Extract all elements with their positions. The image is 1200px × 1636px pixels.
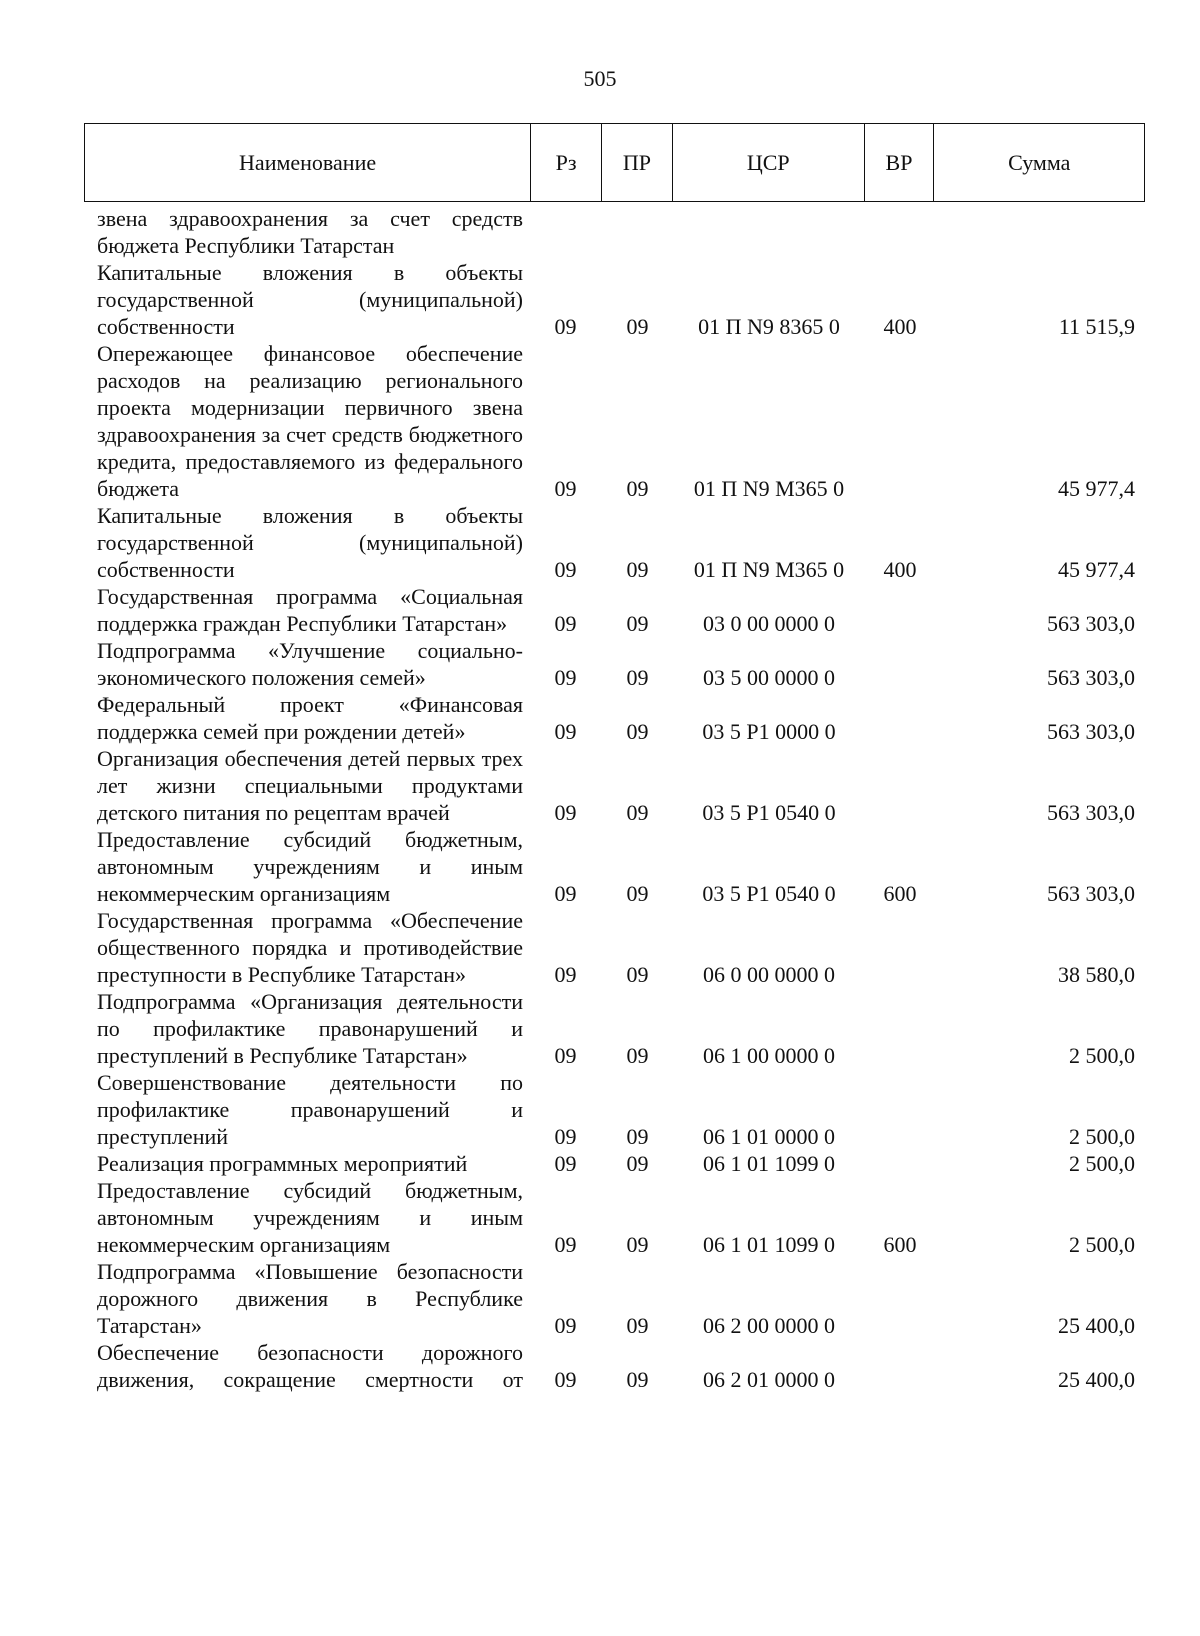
row-sum: 25 400,0 (1058, 1367, 1135, 1392)
row-name: Опережающее финансовое обеспечение расходов на реализацию регионального проекта модернизации первичного звена здравоохранения за счет средств бюджетного кредита, предоставляемого из федерального бюджета (97, 341, 523, 501)
table-row (84, 745, 1145, 826)
row-pr: 09 (626, 719, 649, 744)
row-sum: 45 977,4 (1058, 557, 1135, 582)
row-csr: 06 1 01 0000 0 (703, 1124, 835, 1149)
table-row (84, 1150, 1145, 1177)
row-csr: 06 1 00 0000 0 (703, 1043, 835, 1068)
row-name: Капитальные вложения в объекты государственной (муниципальной) собственности (97, 503, 523, 582)
row-pr: 09 (626, 557, 649, 582)
row-vr: 400 (883, 314, 917, 339)
row-csr: 06 1 01 1099 0 (703, 1232, 835, 1257)
row-rz: 09 (554, 800, 577, 825)
row-name: Подпрограмма «Улучшение социально-экономического положения семей» (97, 638, 523, 690)
row-sum: 38 580,0 (1058, 962, 1135, 987)
table-row (84, 691, 1145, 745)
row-name: Организация обеспечения детей первых трех лет жизни специальными продуктами детского питания по рецептам врачей (97, 746, 523, 825)
row-csr: 06 0 00 0000 0 (703, 962, 835, 987)
header-name: Наименование (85, 124, 531, 201)
table-header (84, 123, 1145, 202)
row-rz: 09 (554, 557, 577, 582)
table-row (84, 259, 1145, 340)
row-csr: 03 5 00 0000 0 (703, 665, 835, 690)
table-body (84, 205, 1145, 1393)
row-rz: 09 (554, 476, 577, 501)
row-name: Государственная программа «Обеспечение общественного порядка и противодействие преступности в Республике Татарстан» (97, 908, 523, 987)
row-name: Предоставление субсидий бюджетным, автономным учреждениям и иным некоммерческим организациям (97, 1178, 523, 1257)
row-pr: 09 (626, 1232, 649, 1257)
row-rz: 09 (554, 1043, 577, 1068)
row-pr: 09 (626, 665, 649, 690)
header-csr: ЦСР (673, 124, 865, 201)
row-rz: 09 (554, 1367, 577, 1392)
row-name: Подпрограмма «Повышение безопасности дорожного движения в Республике Татарстан» (97, 1259, 523, 1338)
row-vr: 400 (883, 557, 917, 582)
row-rz: 09 (554, 881, 577, 906)
row-name: звена здравоохранения за счет средств бюджета Республики Татарстан (97, 206, 523, 258)
row-sum: 45 977,4 (1058, 476, 1135, 501)
row-pr: 09 (626, 962, 649, 987)
row-csr: 03 5 Р1 0000 0 (702, 719, 836, 744)
row-name: Подпрограмма «Организация деятельности по профилактике правонарушений и преступлений в Республике Татарстан» (97, 989, 523, 1068)
row-csr: 01 П N9 8365 0 (698, 314, 840, 339)
row-sum: 563 303,0 (1047, 719, 1135, 744)
row-name: Совершенствование деятельности по профилактике правонарушений и преступлений (97, 1070, 523, 1149)
row-pr: 09 (626, 1367, 649, 1392)
row-csr: 01 П N9 М365 0 (693, 557, 845, 582)
row-sum: 563 303,0 (1047, 611, 1135, 636)
table-row (84, 826, 1145, 907)
row-name: Государственная программа «Социальная поддержка граждан Республики Татарстан» (97, 584, 523, 636)
table-row (84, 1258, 1145, 1339)
row-rz: 09 (554, 665, 577, 690)
row-csr: 03 0 00 0000 0 (703, 611, 835, 636)
row-pr: 09 (626, 1151, 649, 1176)
row-csr: 03 5 Р1 0540 0 (702, 881, 836, 906)
table-row (84, 1069, 1145, 1150)
row-rz: 09 (554, 314, 577, 339)
row-sum: 2 500,0 (1069, 1124, 1135, 1149)
page-number: 505 (583, 66, 617, 91)
header-rz: Рз (531, 124, 602, 201)
row-csr: 01 П N9 М365 0 (693, 476, 845, 501)
row-pr: 09 (626, 611, 649, 636)
row-pr: 09 (626, 476, 649, 501)
row-name: Федеральный проект «Финансовая поддержка семей при рождении детей» (97, 692, 523, 744)
row-pr: 09 (626, 314, 649, 339)
header-sum: Сумма (1008, 149, 1071, 175)
header-pr: ПР (602, 124, 673, 201)
row-name: Предоставление субсидий бюджетным, автономным учреждениям и иным некоммерческим организациям (97, 827, 523, 906)
row-sum: 563 303,0 (1047, 881, 1135, 906)
table-row (84, 340, 1145, 502)
row-sum: 25 400,0 (1058, 1313, 1135, 1338)
table-row (84, 637, 1145, 691)
row-csr: 06 1 01 1099 0 (703, 1151, 835, 1176)
row-sum: 2 500,0 (1069, 1232, 1135, 1257)
header-vr: ВР (865, 124, 935, 201)
row-sum: 2 500,0 (1069, 1043, 1135, 1068)
row-rz: 09 (554, 1313, 577, 1338)
row-pr: 09 (626, 800, 649, 825)
row-rz: 09 (554, 611, 577, 636)
table-row (84, 502, 1145, 583)
row-pr: 09 (626, 1124, 649, 1149)
row-pr: 09 (626, 881, 649, 906)
table-row (84, 1177, 1145, 1258)
row-vr: 600 (883, 1232, 917, 1257)
row-pr: 09 (626, 1313, 649, 1338)
row-rz: 09 (554, 962, 577, 987)
table-row (84, 205, 1145, 259)
row-name: Обеспечение безопасности дорожного движения, сокращение смертности от (97, 1340, 523, 1392)
row-sum: 563 303,0 (1047, 800, 1135, 825)
row-csr: 03 5 Р1 0540 0 (702, 800, 836, 825)
row-rz: 09 (554, 719, 577, 744)
row-rz: 09 (554, 1232, 577, 1257)
row-sum: 563 303,0 (1047, 665, 1135, 690)
row-rz: 09 (554, 1124, 577, 1149)
table-row (84, 988, 1145, 1069)
row-pr: 09 (626, 1043, 649, 1068)
table-row (84, 907, 1145, 988)
row-sum: 11 515,9 (1058, 314, 1135, 339)
row-name: Реализация программных мероприятий (97, 1151, 468, 1176)
row-name: Капитальные вложения в объекты государственной (муниципальной) собственности (97, 260, 523, 339)
row-rz: 09 (554, 1151, 577, 1176)
row-sum: 2 500,0 (1069, 1151, 1135, 1176)
row-vr: 600 (883, 881, 917, 906)
row-csr: 06 2 01 0000 0 (703, 1367, 835, 1392)
row-csr: 06 2 00 0000 0 (703, 1313, 835, 1338)
table-row (84, 1339, 1145, 1393)
table-row (84, 583, 1145, 637)
